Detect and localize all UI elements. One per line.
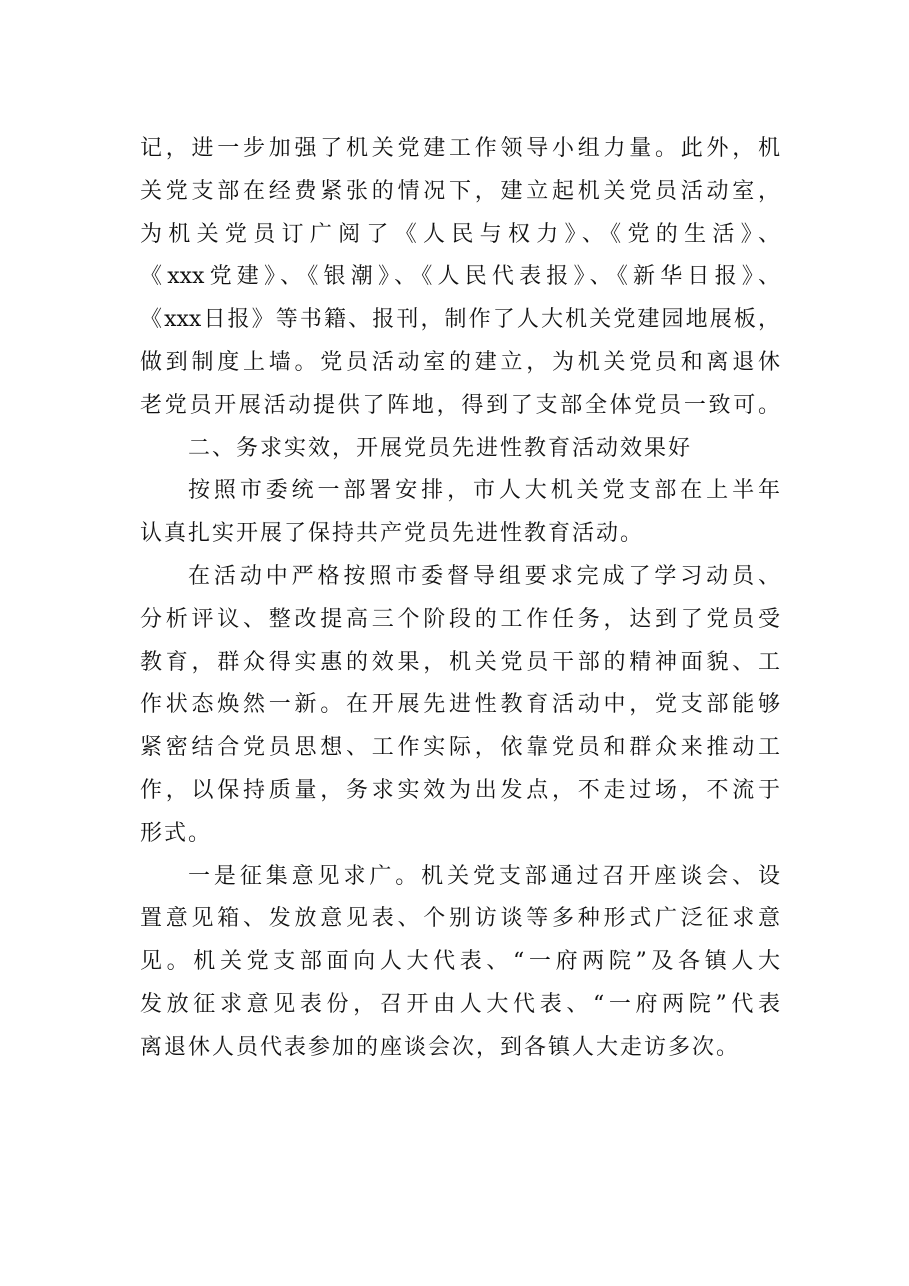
document-body — [140, 128, 780, 1070]
text-line: 发放征求意见表份，召开由人大代表、“一府两院”代表 — [140, 991, 780, 1017]
text-line: 在活动中严格按照市委督导组要求完成了学习动员、 — [188, 563, 780, 589]
text-line: 分析评议、整改提高三个阶段的工作任务，达到了党员受 — [140, 606, 780, 632]
text-line: 做到制度上墙。党员活动室的建立，为机关党员和离退休 — [140, 349, 780, 375]
text-line: 教育，群众得实惠的效果，机关党员干部的精神面貌、工 — [140, 649, 780, 675]
text-line: 老党员开展活动提供了阵地，得到了支部全体党员一致可。 — [140, 392, 780, 418]
text-line: 认真扎实开展了保持共产党员先进性教育活动。 — [140, 521, 645, 547]
text-line: 一是征集意见求广。机关党支部通过召开座谈会、设 — [188, 863, 780, 889]
text-line: 为机关党员订广阅了《人民与权力》、《党的生活》、 — [140, 221, 780, 247]
text-line: 离退休人员代表参加的座谈会次，到各镇人大走访多次。 — [140, 1034, 741, 1060]
section-heading: 二、务求实效，开展党员先进性教育活动效果好 — [188, 435, 693, 461]
text-line: 作状态焕然一新。在开展先进性教育活动中，党支部能够 — [140, 692, 780, 718]
text-line: 作，以保持质量，务求实效为出发点，不走过场，不流于 — [140, 777, 780, 803]
text-line: 紧密结合党员思想、工作实际，依靠党员和群众来推动工 — [140, 735, 780, 761]
text-line: 置意见箱、发放意见表、个别访谈等多种形式广泛征求意 — [140, 906, 780, 932]
text-line: 关党支部在经费紧张的情况下，建立起机关党员活动室， — [140, 178, 780, 204]
text-line: 按照市委统一部署安排，市人大机关党支部在上半年 — [188, 478, 780, 504]
text-line: 《xxx日报》等书籍、报刊，制作了人大机关党建园地展板， — [140, 307, 780, 333]
text-line: 见。机关党支部面向人大代表、“一府两院”及各镇人大 — [140, 949, 780, 975]
text-line: 形式。 — [140, 820, 213, 846]
text-line: 记，进一步加强了机关党建工作领导小组力量。此外，机 — [140, 136, 780, 161]
text-line: 《xxx党建》、《银潮》、《人民代表报》、《新华日报》、 — [140, 264, 780, 290]
